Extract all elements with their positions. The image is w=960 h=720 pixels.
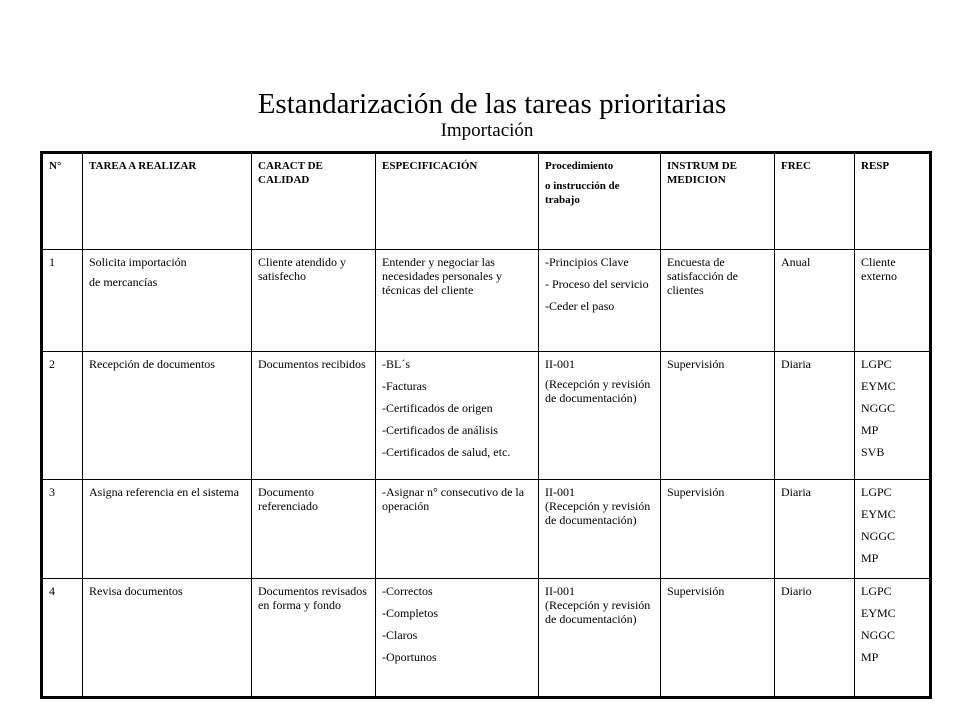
header-spec: ESPECIFICACIÓN: [376, 153, 539, 250]
task-line: Solicita importación: [89, 255, 187, 269]
row-spec: [376, 250, 539, 352]
row-resp: [855, 480, 931, 579]
header-instrument: INSTRUM DE MEDICION: [661, 153, 775, 250]
tasks-table: [40, 151, 932, 699]
resp-line: NGGC: [861, 401, 896, 415]
table-header-row: [42, 153, 931, 250]
header-freq: FREC: [775, 153, 855, 250]
spec-line: -Correctos: [382, 584, 433, 598]
spec-line: -Claros: [382, 628, 418, 642]
procedure-line: II-001: [545, 485, 575, 499]
task-line: Recepción de documentos: [89, 357, 215, 371]
row-freq: Anual: [775, 250, 855, 352]
spec-line: -Certificados de análisis: [382, 423, 498, 437]
row-spec: [376, 352, 539, 480]
procedure-line: (Recepción y revisión de documentación): [545, 499, 651, 527]
procedure-line: II-001: [545, 357, 575, 371]
spec-line: -BL´s: [382, 357, 410, 371]
row-num: 3: [42, 480, 83, 579]
header-task: TAREA A REALIZAR: [83, 153, 252, 250]
row-procedure: [539, 480, 661, 579]
row-num: 1: [42, 250, 83, 352]
header-resp: RESP: [855, 153, 931, 250]
row-instrument: Supervisión: [661, 352, 775, 480]
resp-line: EYMC: [861, 507, 896, 521]
header-quality: CARACT DE CALIDAD: [252, 153, 376, 250]
row-resp: [855, 250, 931, 352]
resp-line: EYMC: [861, 379, 896, 393]
resp-line: MP: [861, 650, 879, 664]
row-instrument: Supervisión: [661, 579, 775, 698]
resp-line: Cliente externo: [861, 255, 897, 283]
table-row: [42, 352, 931, 480]
row-resp: [855, 579, 931, 698]
spec-line: -Asignar n° consecutivo de la operación: [382, 485, 525, 513]
row-quality: Documento referenciado: [252, 480, 376, 579]
resp-line: NGGC: [861, 628, 896, 642]
procedure-line: -Principios Clave: [545, 255, 629, 269]
row-procedure: [539, 579, 661, 698]
row-freq: Diario: [775, 579, 855, 698]
resp-line: MP: [861, 423, 879, 437]
header-procedure-line: o instrucción de trabajo: [545, 180, 620, 206]
row-procedure: [539, 352, 661, 480]
row-resp: [855, 352, 931, 480]
header-num: N°: [42, 153, 83, 250]
row-spec: [376, 480, 539, 579]
task-line: Asigna referencia en el sistema: [89, 485, 239, 499]
resp-line: MP: [861, 551, 879, 565]
resp-line: LGPC: [861, 485, 892, 499]
table-row: [42, 480, 931, 579]
resp-line: LGPC: [861, 584, 892, 598]
row-freq: Diaria: [775, 352, 855, 480]
row-num: 2: [42, 352, 83, 480]
procedure-line: (Recepción y revisión de documentación): [545, 377, 651, 405]
resp-line: EYMC: [861, 606, 896, 620]
row-instrument: Supervisión: [661, 480, 775, 579]
spec-line: -Completos: [382, 606, 438, 620]
row-quality: Documentos revisados en forma y fondo: [252, 579, 376, 698]
row-task: [83, 250, 252, 352]
page-title: Estandarización de las tareas prioritarias: [257, 88, 727, 120]
procedure-line: (Recepción y revisión de documentación): [545, 598, 651, 626]
row-task: [83, 480, 252, 579]
spec-line: -Certificados de origen: [382, 401, 493, 415]
header-procedure: [539, 153, 661, 250]
row-quality: Cliente atendido y satisfecho: [252, 250, 376, 352]
row-task: [83, 352, 252, 480]
row-freq: Diaria: [775, 480, 855, 579]
spec-line: -Oportunos: [382, 650, 437, 664]
table-row: [42, 579, 931, 698]
row-task: [83, 579, 252, 698]
task-line: de mercancías: [89, 275, 158, 289]
resp-line: LGPC: [861, 357, 892, 371]
row-num: 4: [42, 579, 83, 698]
procedure-line: -Ceder el paso: [545, 299, 615, 313]
resp-line: SVB: [861, 445, 885, 459]
spec-line: -Certificados de salud, etc.: [382, 445, 511, 459]
procedure-line: II-001: [545, 584, 575, 598]
spec-line: Entender y negociar las necesidades personales y técnicas del cliente: [382, 255, 502, 297]
row-quality: Documentos recibidos: [252, 352, 376, 480]
procedure-line: - Proceso del servicio: [545, 277, 649, 291]
row-procedure: [539, 250, 661, 352]
row-instrument: Encuesta de satisfacción de clientes: [661, 250, 775, 352]
resp-line: NGGC: [861, 529, 896, 543]
spec-line: -Facturas: [382, 379, 427, 393]
page-subtitle: Importación: [440, 120, 534, 141]
table-row: [42, 250, 931, 352]
task-line: Revisa documentos: [89, 584, 183, 598]
row-spec: [376, 579, 539, 698]
header-procedure-line: Procedimiento: [545, 160, 614, 172]
